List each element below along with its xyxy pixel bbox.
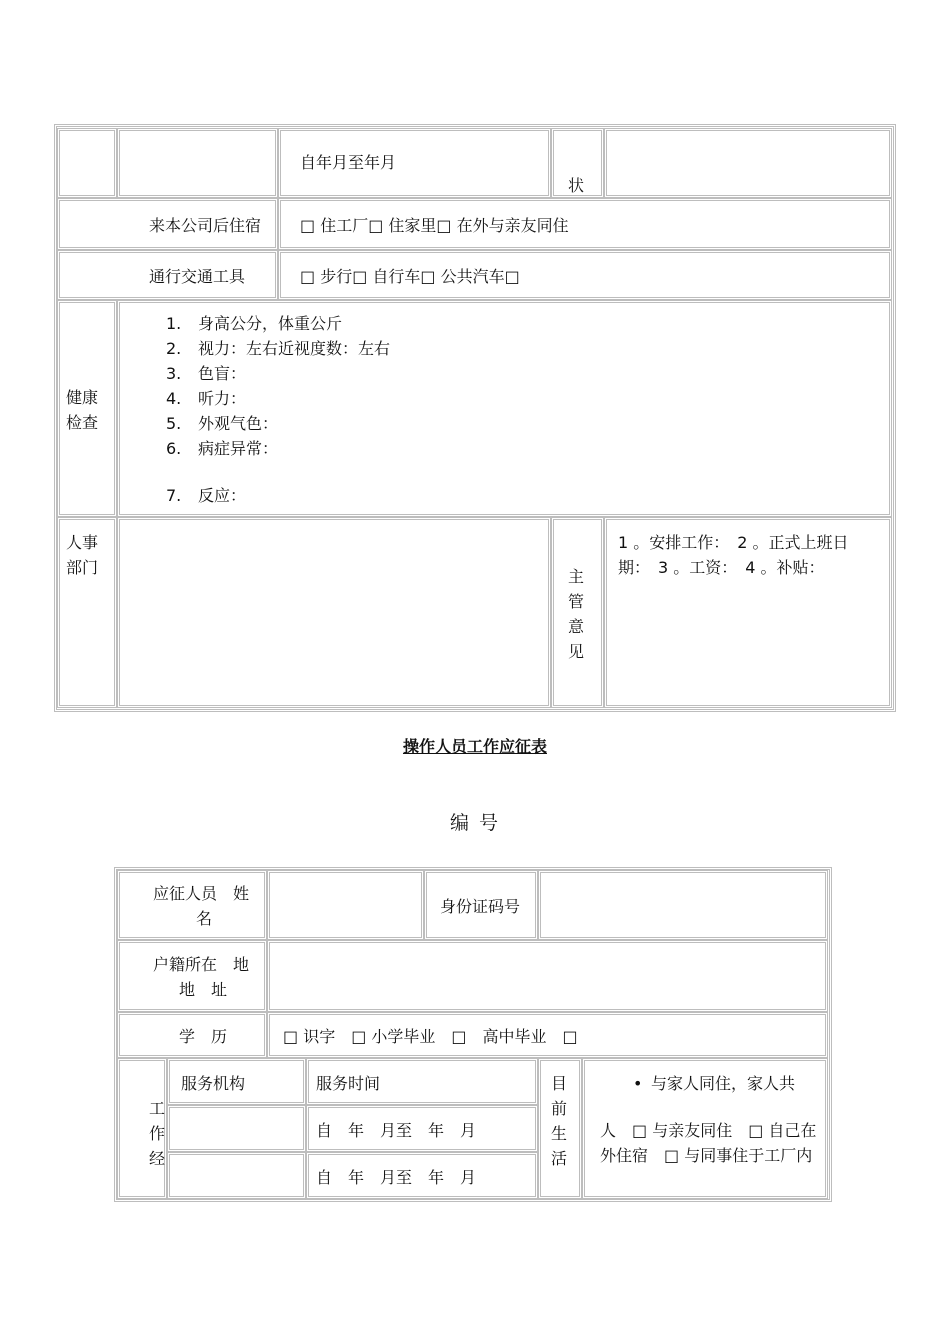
time-row-1: 自 年 月至 年 月	[316, 1121, 477, 1140]
form1-r1-c2	[117, 128, 278, 198]
supervisor-text-line-1: 1 。安排工作： 2 。正式上班日	[618, 533, 849, 552]
work-char: 作	[149, 1124, 166, 1143]
status-label: 状	[568, 176, 585, 195]
form1-r1-status-value-cell	[604, 128, 892, 198]
health-item-text: 反应：	[198, 486, 247, 505]
form2-title: 操作人员工作应征表	[402, 737, 547, 756]
health-item-text: 听力：	[198, 389, 247, 408]
name-label-line-1: 应征人员 姓	[153, 884, 250, 903]
health-item-text: 病症异常：	[198, 439, 279, 458]
health-item	[166, 361, 246, 386]
health-label-1: 健康	[66, 388, 99, 407]
transport-options[interactable]: □ 步行□ 自行车□ 公共汽车□	[300, 267, 520, 286]
lodging-options[interactable]: □ 住工厂□ 住家里□ 在外与亲友同住	[300, 216, 569, 235]
form2-household-value-cell[interactable]	[267, 940, 828, 1012]
health-item-number: 3.	[166, 364, 182, 383]
supervisor-text-line-2: 期： 3 。工资： 4 。补贴：	[618, 558, 825, 577]
health-item-number: 4.	[166, 389, 182, 408]
health-item-text: 外观气色：	[198, 414, 279, 433]
health-item	[166, 483, 246, 508]
hr-label-2: 部门	[66, 558, 99, 577]
id-label: 身份证码号	[440, 897, 521, 916]
form1-hr-content-cell	[117, 517, 551, 708]
supervisor-char: 意	[568, 617, 585, 636]
living-char: 生	[551, 1124, 568, 1143]
household-label-line-1: 户籍所在 地	[153, 955, 250, 974]
health-item	[166, 311, 342, 336]
health-item-number: 2.	[166, 339, 182, 358]
living-option-line-2[interactable]: 人 □ 与亲友同住 □ 自己在	[600, 1121, 817, 1140]
number-label: 编 号	[449, 812, 501, 834]
health-item-text: 身高公分，体重公斤	[198, 314, 343, 333]
living-option-line-1: 与家人同住，家人共	[651, 1074, 796, 1093]
health-item	[166, 386, 246, 411]
health-item-number: 7.	[166, 486, 182, 505]
lodging-label: 来本公司后住宿	[149, 216, 262, 235]
health-item-number: 5.	[166, 414, 182, 433]
living-char: 前	[551, 1099, 568, 1118]
form2-org-cell-1[interactable]	[167, 1105, 306, 1152]
form2-org-cell-2[interactable]	[167, 1152, 306, 1199]
transport-label: 通行交通工具	[149, 267, 246, 286]
supervisor-char: 见	[568, 642, 585, 661]
health-item	[166, 336, 390, 361]
period-text: 自年月至年月	[300, 153, 397, 172]
work-char: 经	[149, 1149, 166, 1168]
time-row-2: 自 年 月至 年 月	[316, 1168, 477, 1187]
hr-label-1: 人事	[66, 533, 99, 552]
health-item-number: 6.	[166, 439, 182, 458]
time-header: 服务时间	[316, 1074, 381, 1093]
living-option-line-3[interactable]: 外住宿 □ 与同事住于工厂内	[600, 1146, 813, 1165]
living-char: 活	[551, 1149, 568, 1168]
form2-name-value-cell[interactable]	[267, 870, 424, 940]
name-label-line-2: 名	[196, 909, 213, 928]
health-item-text: 色盲：	[198, 364, 247, 383]
org-header: 服务机构	[181, 1074, 246, 1093]
living-char: 目	[551, 1074, 568, 1093]
supervisor-char: 主	[568, 567, 585, 586]
education-label: 学 历	[179, 1027, 228, 1046]
form1-r1-c1	[57, 128, 117, 198]
bullet-icon: •	[633, 1074, 643, 1093]
supervisor-char: 管	[568, 592, 585, 611]
health-item-text: 视力：左右近视度数：左右	[198, 339, 391, 358]
health-item	[166, 411, 278, 436]
health-item	[166, 436, 278, 461]
health-item-number: 1.	[166, 314, 182, 333]
household-label-line-2: 地 址	[179, 980, 228, 999]
health-label-2: 检查	[66, 413, 99, 432]
form2-id-value-cell[interactable]	[538, 870, 828, 940]
education-options[interactable]: □ 识字 □ 小学毕业 □ 高中毕业 □	[283, 1027, 578, 1046]
work-char: 工	[149, 1099, 166, 1118]
